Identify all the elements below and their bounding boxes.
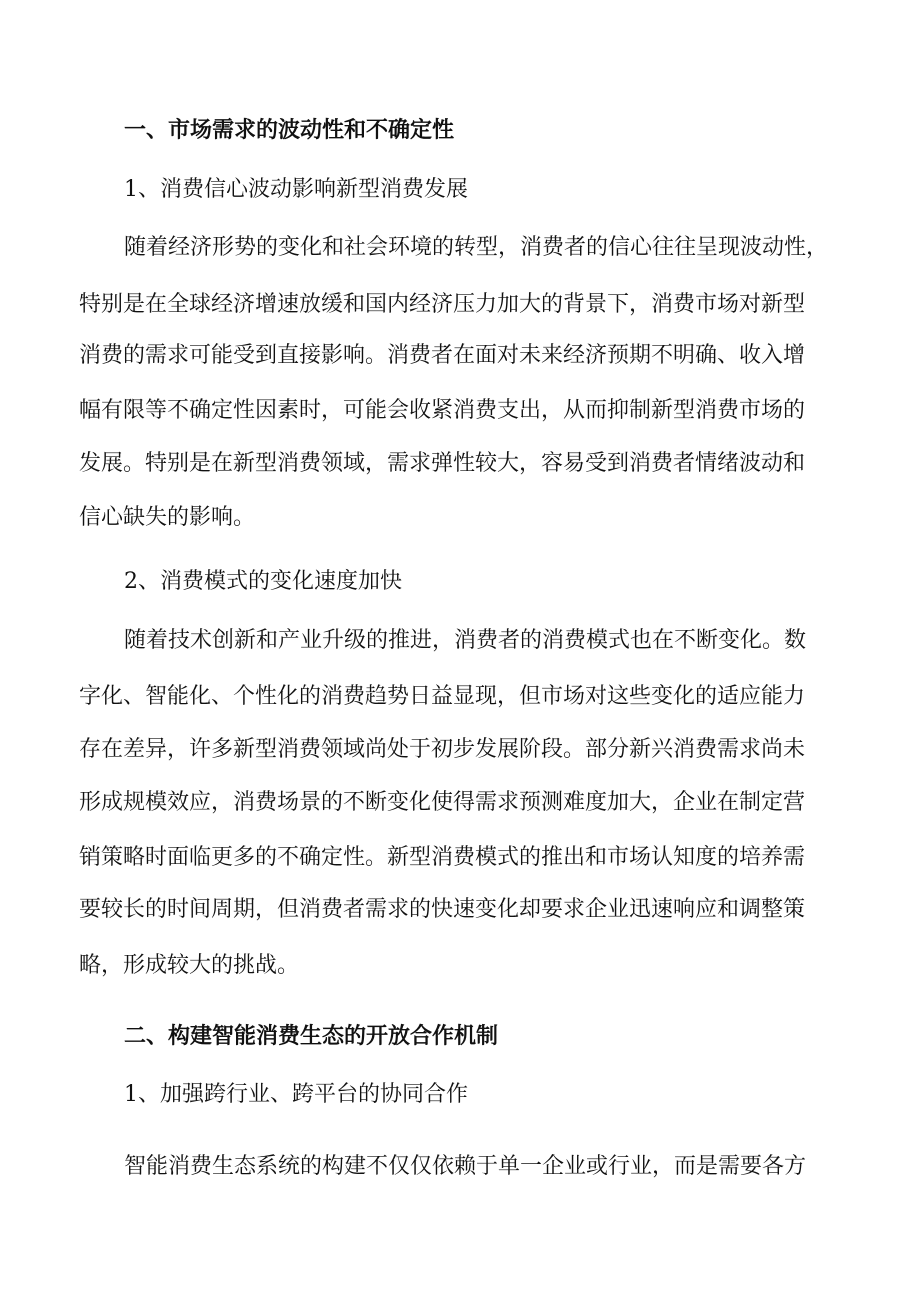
paragraph-line: 字化、智能化、个性化的消费趋势日益显现，但市场对这些变化的适应能力 [79,684,806,709]
subsection-title-1-2: 2、消费模式的变化速度加快 [124,569,402,594]
paragraph-line: 消费的需求可能受到直接影响。消费者在面对未来经济预期不明确、收入增 [79,343,806,368]
paragraph-line: 销策略时面临更多的不确定性。新型消费模式的推出和市场认知度的培养需 [79,845,806,870]
paragraph-line: 智能消费生态系统的构建不仅仅依赖于单一企业或行业，而是需要各方 [124,1154,807,1179]
paragraph-line: 发展。特别是在新型消费领域，需求弹性较大，容易受到消费者情绪波动和 [79,451,806,476]
paragraph-line: 随着技术创新和产业升级的推进，消费者的消费模式也在不断变化。数 [124,628,807,653]
paragraph-line: 存在差异，许多新型消费领域尚处于初步发展阶段。部分新兴消费需求尚未 [79,737,806,762]
section-heading-2: 二、构建智能消费生态的开放合作机制 [124,1024,499,1049]
paragraph-line: 幅有限等不确定性因素时，可能会收紧消费支出，从而抑制新型消费市场的 [79,398,806,423]
paragraph-line: 略，形成较大的挑战。 [79,953,300,978]
paragraph-line: 要较长的时间周期，但消费者需求的快速变化却要求企业迅速响应和调整策 [79,897,806,922]
paragraph-line: 随着经济形势的变化和社会环境的转型，消费者的信心往往呈现波动性， [124,235,829,260]
paragraph-line: 形成规模效应，消费场景的不断变化使得需求预测难度加大，企业在制定营 [79,790,806,815]
paragraph-line: 特别是在全球经济增速放缓和国内经济压力加大的背景下，消费市场对新型 [79,292,806,317]
subsection-title-2-1: 1、加强跨行业、跨平台的协同合作 [124,1082,468,1107]
section-heading-1: 一、市场需求的波动性和不确定性 [124,118,455,143]
paragraph-line: 信心缺失的影响。 [79,505,256,530]
subsection-title-1-1: 1、消费信心波动影响新型消费发展 [124,177,468,202]
